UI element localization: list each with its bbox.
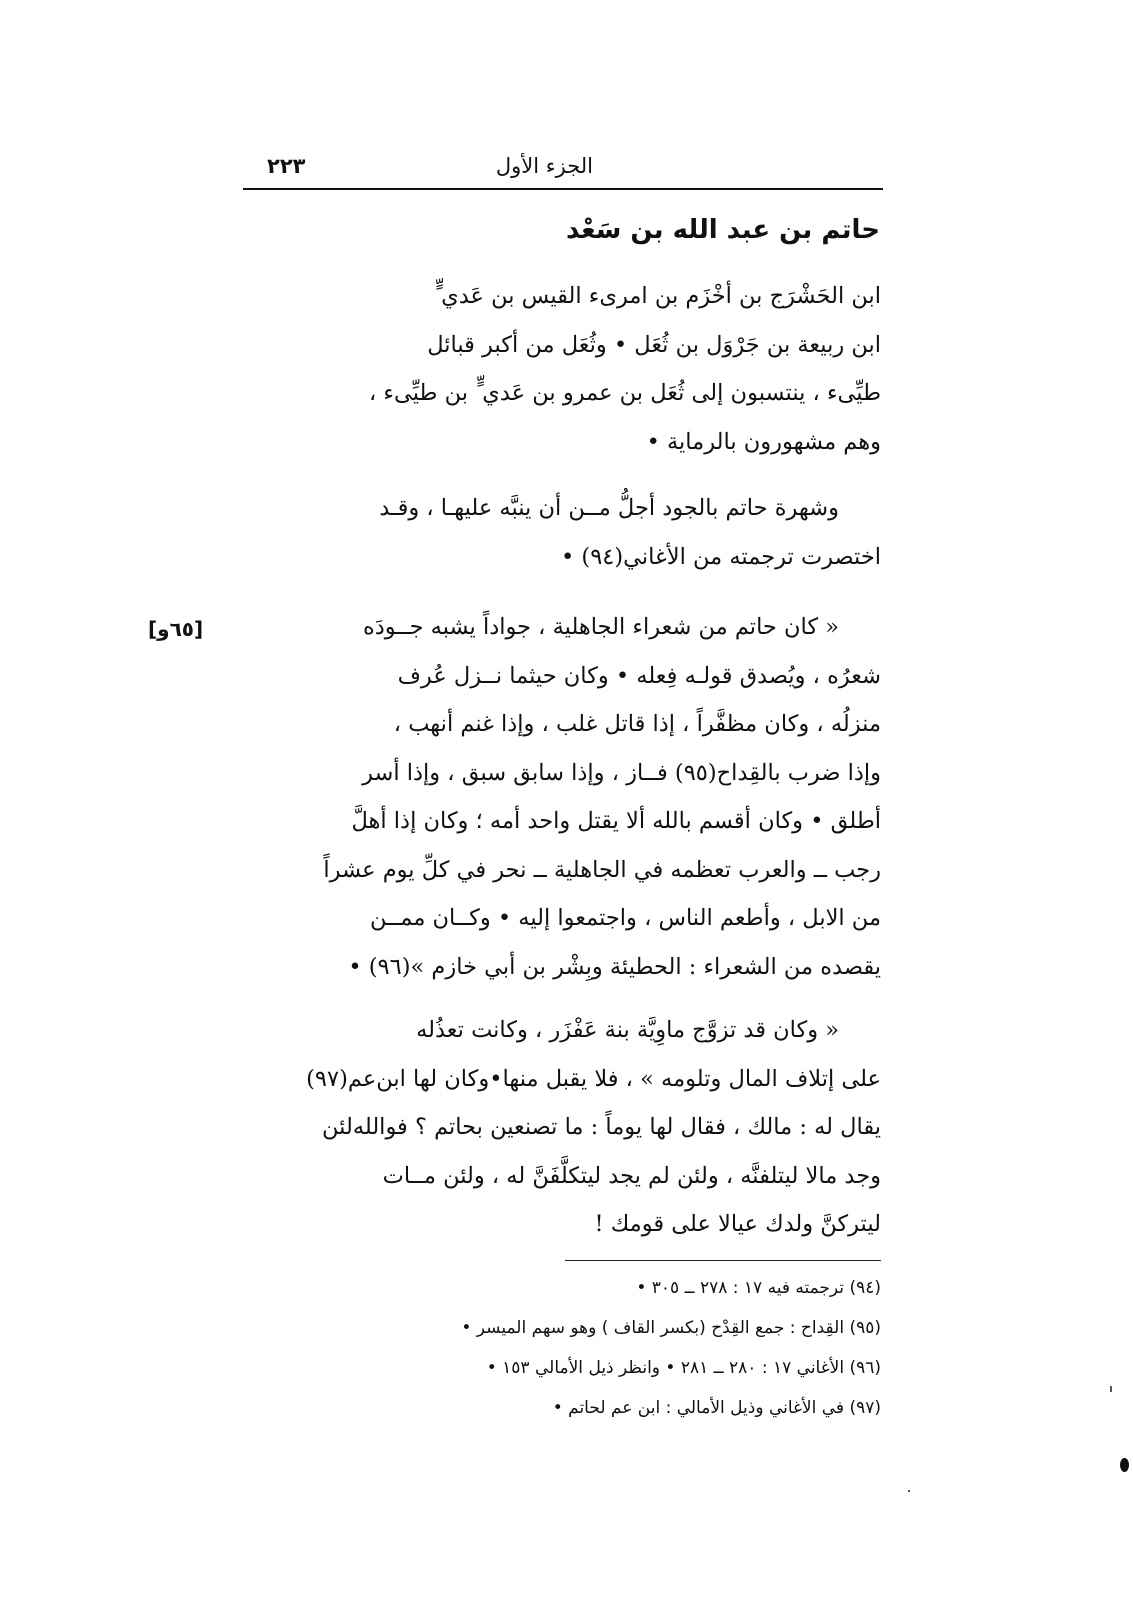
text-line: رجب ــ والعرب تعظمه في الجاهلية ــ نحر في كلِّ يوم عشراً bbox=[323, 856, 881, 883]
text-line: وهم مشهورون بالرماية • bbox=[646, 428, 881, 455]
text-line: شعرُه ، ويُصدق قولـه فِعله • وكان حيثما نــزل عُرف bbox=[397, 662, 881, 689]
paragraph-lineage bbox=[245, 272, 881, 466]
footnote-rule bbox=[565, 1260, 881, 1261]
scan-speck bbox=[908, 1490, 910, 1492]
text-line: على إتلاف المال وتلومه » ، فلا يقبل منها•وكان لها ابن‌عم(٩٧) bbox=[306, 1065, 881, 1092]
text-line: وجد مالا ليتلفنَّه ، ولئن لم يجد ليتكلَّفَنَّ له ، ولئن مــات bbox=[382, 1162, 881, 1189]
text-line: « كان حاتم من شعراء الجاهلية ، جواداً يشبه جــودَه bbox=[362, 614, 839, 640]
scan-speck bbox=[1120, 1458, 1129, 1472]
text-line: يقصده من الشعراء : الحطيئة وبِشْر بن أبي خازم »(٩٦) • bbox=[348, 953, 881, 980]
page-number: ٢٢٣ bbox=[267, 154, 306, 178]
paragraph-fame bbox=[245, 484, 881, 581]
header-title: الجزء الأول bbox=[495, 154, 593, 178]
footnote-96: (٩٦) الأغاني ١٧ : ٢٨٠ ــ ٢٨١ • وانظر ذيل الأمالي ١٥٣ • bbox=[486, 1358, 881, 1378]
text-line: منزلُه ، وكان مظفَّراً ، إذا قاتل غلب ، وإذا غنم أنهب ، bbox=[393, 711, 881, 737]
scan-speck bbox=[1110, 1386, 1112, 1392]
text-line: ابن الحَشْرَج بن أخْزَم بن امرىء القيس بن عَدي ٍّ bbox=[433, 283, 881, 309]
margin-folio-note: [٦٥و] bbox=[148, 617, 204, 641]
text-line: أطلق • وكان أقسم بالله ألا يقتل واحد أمه ؛ وكان إذا أهلَّ bbox=[351, 808, 881, 834]
section-title: حاتم بن عبد الله بن سَعْد bbox=[566, 215, 880, 245]
footnote-97: (٩٧) في الأغاني وذيل الأمالي : ابن عم لحاتم • bbox=[552, 1398, 881, 1418]
text-line: اختصرت ترجمته من الأغاني(٩٤) • bbox=[560, 543, 881, 570]
text-line: وإذا ضرب بالقِداح(٩٥) فــاز ، وإذا سابق سبق ، وإذا أسر bbox=[362, 759, 881, 786]
text-line: ليتركنَّ ولدك عيالا على قومك ! bbox=[594, 1211, 881, 1237]
paragraph-mawiyya bbox=[245, 1006, 881, 1249]
running-header bbox=[243, 150, 883, 188]
paragraph-quote-aghani bbox=[245, 603, 881, 991]
footnote-94: (٩٤) ترجمته فيه ١٧ : ٢٧٨ ــ ٣٠٥ • bbox=[636, 1278, 881, 1298]
text-line: وشهرة حاتم بالجود أجلُّ مــن أن ينبَّه عليهـا ، وقـد bbox=[379, 495, 839, 521]
text-line: « وكان قد تزوَّج ماوِيَّة بنة عَفْزَر ، وكانت تعذُله bbox=[416, 1017, 839, 1043]
footnotes bbox=[261, 1268, 881, 1428]
text-line: من الابل ، وأطعم الناس ، واجتمعوا إليه • وكــان ممــن bbox=[370, 905, 881, 931]
text-line: طيِّىء ، ينتسبون إلى ثُعَل بن عمرو بن عَدي ٍّ بن طيِّىء ، bbox=[368, 380, 881, 406]
text-line: ابن ربيعة بن جَرْوَل بن ثُعَل • وثُعَل من أكبر قبائل bbox=[427, 331, 881, 358]
footnote-95: (٩٥) القِداح : جمع القِدْح (بكسر القاف ) وهو سهم الميسر • bbox=[461, 1318, 881, 1338]
header-rule bbox=[243, 188, 883, 190]
text-line: يقال له : مالك ، فقال لها يوماً : ما تصنعين بحاتم ؟ فوالله‌لئن bbox=[322, 1114, 881, 1140]
